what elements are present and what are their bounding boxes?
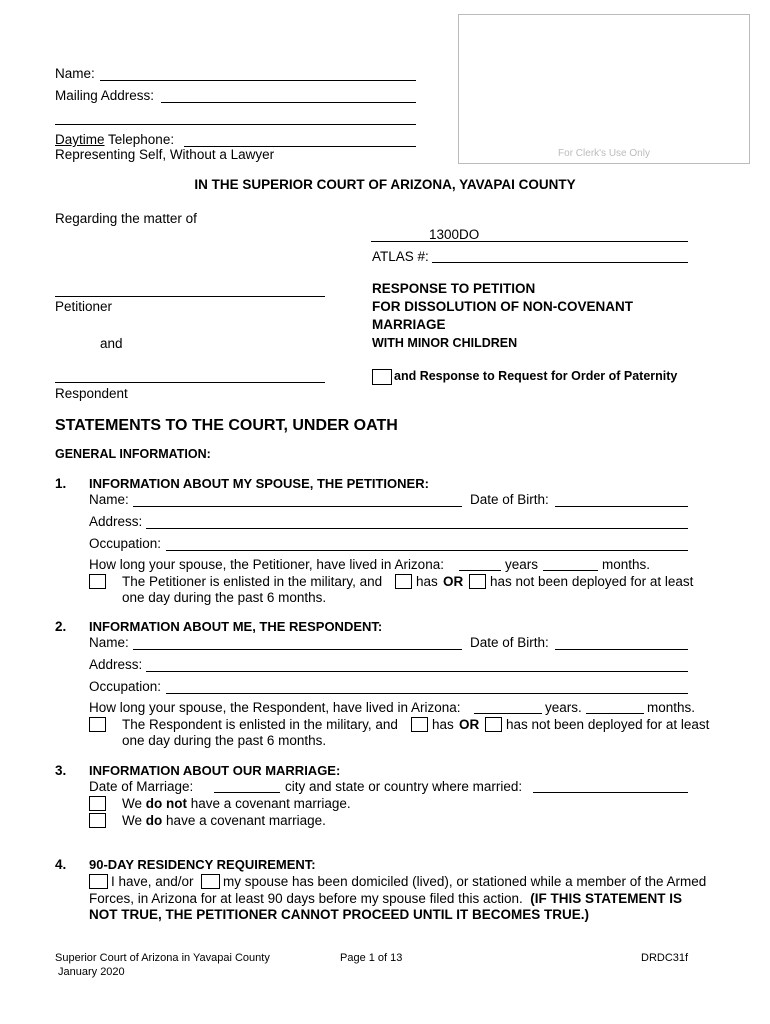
statements-title: STATEMENTS TO THE COURT, UNDER OATH xyxy=(55,417,398,434)
s4-line-2-bold: (IF THIS STATEMENT IS xyxy=(530,891,682,906)
s2-military-text-2: one day during the past 6 months. xyxy=(122,733,327,748)
s4-spouse-label: my spouse has been domiciled (lived), or stationed while a member of the Armed xyxy=(223,874,707,889)
case-number-prefix: 1300DO xyxy=(429,227,480,242)
s3-opt2-rest: have a covenant marriage. xyxy=(166,813,326,828)
s4-line-2 xyxy=(89,891,682,906)
s1-military-checkbox[interactable] xyxy=(89,574,106,589)
s2-has-not-label: has not been deployed for at least xyxy=(506,717,710,732)
s2-number: 2. xyxy=(55,619,67,634)
s1-dob-label: Date of Birth: xyxy=(470,492,549,507)
s1-address-label: Address: xyxy=(89,514,143,529)
s1-military-text-2: one day during the past 6 months. xyxy=(122,590,327,605)
footer-court: Superior Court of Arizona in Yavapai County xyxy=(55,952,270,964)
s1-occupation-label: Occupation: xyxy=(89,536,162,551)
s2-months-line[interactable] xyxy=(586,713,644,714)
s1-occupation-line[interactable] xyxy=(166,550,688,551)
s1-has-not-label: has not been deployed for at least xyxy=(490,574,694,589)
and-label: and xyxy=(100,336,123,351)
s1-name-label: Name: xyxy=(89,492,129,507)
s4-line-2-text: Forces, in Arizona for at least 90 days before my spouse filed this action. xyxy=(89,891,523,906)
mailing-address-line-2[interactable] xyxy=(55,124,416,125)
regarding-matter-label: Regarding the matter of xyxy=(55,211,197,226)
s1-lived-text: How long your spouse, the Petitioner, have lived in Arizona: xyxy=(89,557,444,572)
respondent-name-line[interactable] xyxy=(55,382,325,383)
s3-opt1-rest: have a covenant marriage. xyxy=(190,796,351,811)
footer-page-number: Page 1 of 13 xyxy=(340,952,403,964)
name-input-line[interactable] xyxy=(100,80,416,81)
s3-number: 3. xyxy=(55,763,67,778)
s2-dob-line[interactable] xyxy=(555,649,688,650)
s3-heading: INFORMATION ABOUT OUR MARRIAGE: xyxy=(89,763,341,778)
telephone-label xyxy=(55,132,174,147)
s3-no-covenant-checkbox[interactable] xyxy=(89,796,106,811)
s1-months-label: months. xyxy=(602,557,651,572)
s4-spouse-checkbox[interactable] xyxy=(201,874,220,889)
s2-address-line[interactable] xyxy=(146,671,688,672)
s3-opt2-do: do xyxy=(145,813,163,828)
s1-has-checkbox[interactable] xyxy=(395,574,412,589)
atlas-input-line[interactable] xyxy=(432,262,688,263)
s4-i-have-label: I have, and/or xyxy=(111,874,194,889)
s2-military-text: The Respondent is enlisted in the military, and xyxy=(122,717,398,732)
doc-title-line-3: MARRIAGE xyxy=(372,317,446,332)
s1-months-line[interactable] xyxy=(543,570,598,571)
s1-military-text: The Petitioner is enlisted in the military, and xyxy=(122,574,383,589)
case-number-line[interactable] xyxy=(371,241,688,242)
s2-military-checkbox[interactable] xyxy=(89,717,106,732)
s1-has-label: has xyxy=(416,574,438,589)
s4-line-3: NOT TRUE, THE PETITIONER CANNOT PROCEED UNTIL IT BECOMES TRUE.) xyxy=(89,907,590,922)
s1-has-not-checkbox[interactable] xyxy=(469,574,486,589)
s2-dob-label: Date of Birth: xyxy=(470,635,549,650)
s1-or-label: OR xyxy=(443,574,464,589)
s1-address-line[interactable] xyxy=(146,528,688,529)
s2-name-line[interactable] xyxy=(133,649,462,650)
s2-has-checkbox[interactable] xyxy=(411,717,428,732)
s4-heading: 90-DAY RESIDENCY REQUIREMENT: xyxy=(89,857,316,872)
court-title: IN THE SUPERIOR COURT OF ARIZONA, YAVAPAI COUNTY xyxy=(194,177,576,192)
s2-has-not-checkbox[interactable] xyxy=(485,717,502,732)
footer-form-code: DRDC31f xyxy=(641,952,689,964)
s2-months-label: months. xyxy=(647,700,696,715)
paternity-label: and Response to Request for Order of Paternity xyxy=(394,369,678,383)
mailing-address-label: Mailing Address: xyxy=(55,88,155,103)
s3-covenant-label xyxy=(122,813,326,828)
s3-date-label: Date of Marriage: xyxy=(89,779,194,794)
s2-has-label: has xyxy=(432,717,454,732)
doc-subtitle: WITH MINOR CHILDREN xyxy=(372,336,518,350)
s1-dob-line[interactable] xyxy=(555,506,688,507)
paternity-checkbox[interactable] xyxy=(372,369,392,385)
clerk-use-label: For Clerk's Use Only xyxy=(558,148,650,159)
s2-years-line[interactable] xyxy=(474,713,542,714)
s4-number: 4. xyxy=(55,857,67,872)
s3-covenant-checkbox[interactable] xyxy=(89,813,106,828)
s1-years-line[interactable] xyxy=(459,570,501,571)
s3-opt2-we: We xyxy=(122,813,143,828)
representing-self-text: Representing Self, Without a Lawyer xyxy=(55,147,275,162)
s3-place-line[interactable] xyxy=(533,792,688,793)
telephone-text: Telephone: xyxy=(104,132,175,147)
s3-no-covenant-label xyxy=(122,796,351,811)
s1-name-line[interactable] xyxy=(133,506,462,507)
s1-heading: INFORMATION ABOUT MY SPOUSE, THE PETITIONER: xyxy=(89,476,429,491)
petitioner-name-line[interactable] xyxy=(55,296,325,297)
daytime-text: Daytime xyxy=(55,132,105,147)
doc-title-line-2: FOR DISSOLUTION OF NON-COVENANT xyxy=(372,299,633,314)
s1-years-label: years xyxy=(505,557,539,572)
respondent-label: Respondent xyxy=(55,386,128,401)
clerk-use-box xyxy=(458,14,750,164)
s2-name-label: Name: xyxy=(89,635,129,650)
s2-heading: INFORMATION ABOUT ME, THE RESPONDENT: xyxy=(89,619,383,634)
mailing-address-input-line[interactable] xyxy=(161,102,416,103)
petitioner-label: Petitioner xyxy=(55,299,113,314)
s2-occupation-line[interactable] xyxy=(166,693,688,694)
s2-occupation-label: Occupation: xyxy=(89,679,162,694)
s2-or-label: OR xyxy=(459,717,480,732)
s3-opt1-do-not: do not xyxy=(145,796,188,811)
footer-date: January 2020 xyxy=(58,966,125,978)
s2-years-label: years. xyxy=(545,700,582,715)
s2-lived-text: How long your spouse, the Respondent, have lived in Arizona: xyxy=(89,700,461,715)
s3-place-label: city and state or country where married: xyxy=(285,779,523,794)
name-label: Name: xyxy=(55,66,95,81)
s1-number: 1. xyxy=(55,476,67,491)
doc-title-line-1: RESPONSE TO PETITION xyxy=(372,281,536,296)
s2-address-label: Address: xyxy=(89,657,143,672)
general-info-heading: GENERAL INFORMATION: xyxy=(55,447,211,461)
s3-date-line[interactable] xyxy=(214,792,280,793)
s3-opt1-we: We xyxy=(122,796,143,811)
atlas-label: ATLAS #: xyxy=(372,249,429,264)
s4-i-have-checkbox[interactable] xyxy=(89,874,108,889)
